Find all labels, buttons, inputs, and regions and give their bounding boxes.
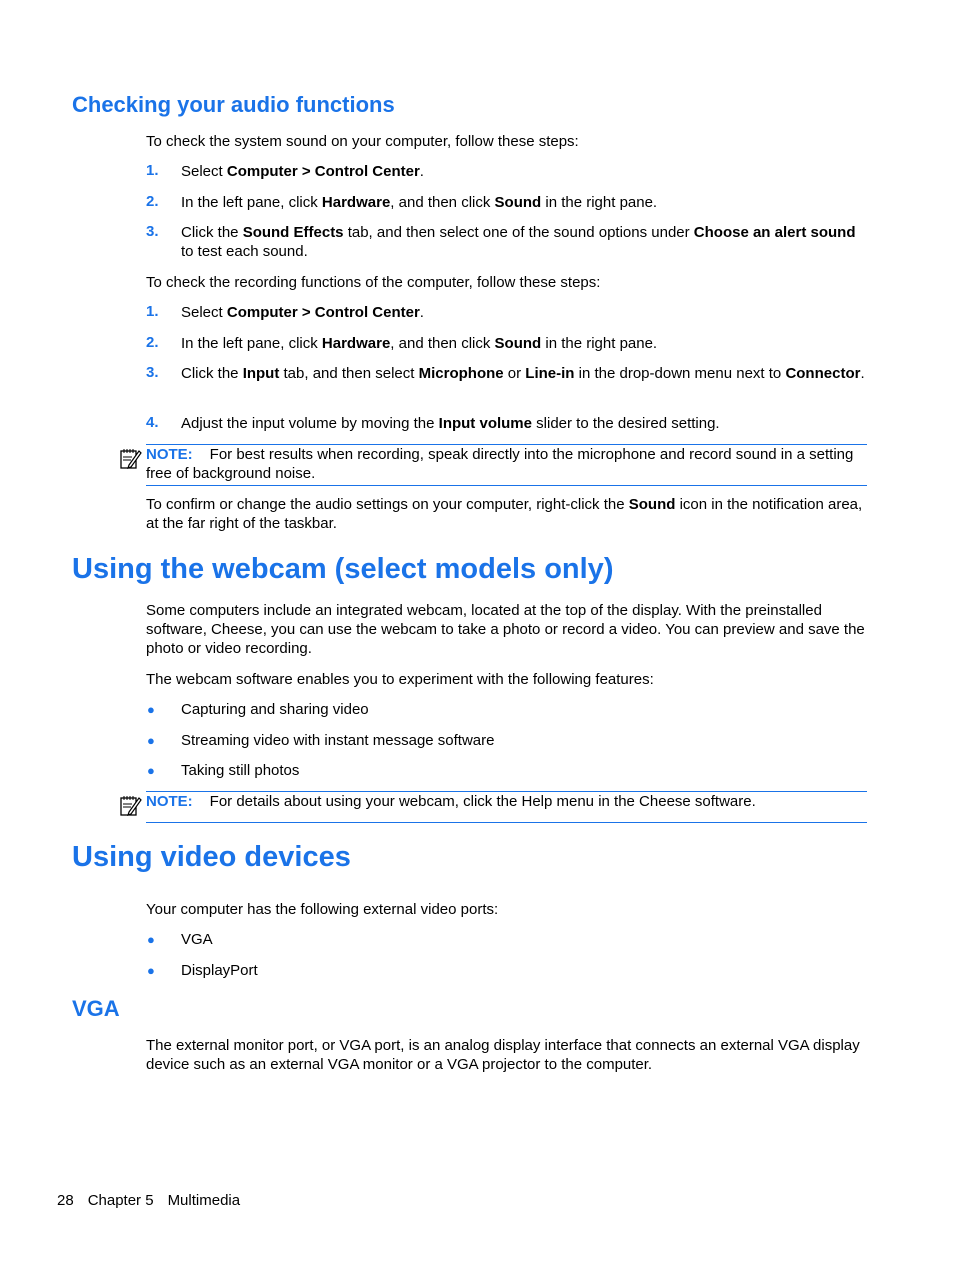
text-run: Select xyxy=(181,163,227,180)
text-run: or xyxy=(503,365,526,382)
bold-term: Choose an alert sound xyxy=(693,224,856,241)
vga-text: The external monitor port, or VGA port, is an analog display interface that connects an external VGA display device such as an external VGA monitor or a VGA projector to the computer. xyxy=(146,1037,860,1073)
text-run: in the drop-down menu next to xyxy=(574,365,786,382)
text-run: icon in the notification area, at the far right of the taskbar. xyxy=(146,496,863,532)
bold-term: Line-in xyxy=(525,365,575,382)
audio-step-text xyxy=(181,223,866,261)
bullet-icon: ● xyxy=(147,733,155,748)
note-bottom-rule xyxy=(146,822,867,823)
audio-step-text xyxy=(181,193,866,212)
recording-step-number: 2. xyxy=(146,334,159,351)
text-run: In the left pane, click xyxy=(181,335,322,352)
bold-term: Microphone xyxy=(418,365,504,382)
bold-term: Connector xyxy=(785,365,861,382)
note-bottom-rule xyxy=(146,485,867,486)
bullet-icon: ● xyxy=(147,763,155,778)
recording-step-text xyxy=(181,303,866,322)
page-footer xyxy=(57,1192,240,1209)
chapter-label: Chapter 5 xyxy=(87,1192,154,1209)
recording-intro: To check the recording functions of the computer, follow these steps: xyxy=(146,274,601,291)
note-webcam xyxy=(146,792,861,811)
port-item: DisplayPort xyxy=(181,962,258,979)
port-item: VGA xyxy=(181,931,213,948)
audio-step-number: 2. xyxy=(146,193,159,210)
note-text: For details about using your webcam, click the Help menu in the Cheese software. xyxy=(209,793,756,810)
recording-step-text xyxy=(181,364,866,383)
text-run: slider to the desired setting. xyxy=(532,415,720,432)
text-run: To confirm or change the audio settings on your computer, right-click the xyxy=(146,496,629,513)
text-run: , and then click xyxy=(390,194,495,211)
note-label: NOTE: xyxy=(146,793,193,810)
note-pencil-icon xyxy=(119,446,143,470)
heading-video-devices: Using video devices xyxy=(72,841,351,873)
note-pencil-icon xyxy=(119,793,143,817)
note-text: For best results when recording, speak directly into the microphone and record sound in a setting free of background noise. xyxy=(146,446,854,482)
audio-step-text xyxy=(181,162,866,181)
page-number: 28 xyxy=(57,1192,74,1209)
recording-step-text xyxy=(181,414,866,433)
recording-step-text xyxy=(181,334,866,353)
text-run: tab, and then select xyxy=(279,365,419,382)
webcam-intro: Some computers include an integrated webcam, located at the top of the display. With the preinstalled software, Cheese, you can use the webcam to take a photo or record a video. You can preview and save the photo or video recording. xyxy=(146,602,865,657)
note-recording xyxy=(146,445,861,483)
bold-term: Sound xyxy=(494,194,542,211)
text-run: , and then click xyxy=(390,335,495,352)
bold-term: Sound xyxy=(628,496,676,513)
bullet-icon: ● xyxy=(147,932,155,947)
webcam-features-intro: The webcam software enables you to experiment with the following features: xyxy=(146,671,654,688)
bullet-icon: ● xyxy=(147,963,155,978)
bullet-icon: ● xyxy=(147,702,155,717)
heading-webcam: Using the webcam (select models only) xyxy=(72,553,614,585)
bold-term: Computer > Control Center xyxy=(226,163,420,180)
heading-audio: Checking your audio functions xyxy=(72,92,395,117)
text-run: . xyxy=(419,304,424,321)
bold-term: Input volume xyxy=(438,415,532,432)
text-run: in the right pane. xyxy=(541,194,658,211)
bold-term: Hardware xyxy=(321,335,391,352)
text-run: Adjust the input volume by moving the xyxy=(181,415,439,432)
text-run: . xyxy=(860,365,865,382)
audio-intro: To check the system sound on your computer, follow these steps: xyxy=(146,133,579,150)
audio-step-number: 1. xyxy=(146,162,159,179)
audio-confirm xyxy=(146,495,866,533)
feature-item: Streaming video with instant message software xyxy=(181,732,495,749)
recording-step-number: 3. xyxy=(146,364,159,381)
video-intro: Your computer has the following external video ports: xyxy=(146,901,499,918)
note-label: NOTE: xyxy=(146,446,193,463)
text-run: In the left pane, click xyxy=(181,194,322,211)
bold-term: Hardware xyxy=(321,194,391,211)
feature-item: Taking still photos xyxy=(181,762,300,779)
bold-term: Sound Effects xyxy=(242,224,344,241)
bold-term: Input xyxy=(242,365,280,382)
bold-term: Sound xyxy=(494,335,542,352)
text-run: . xyxy=(419,163,424,180)
text-run: Select xyxy=(181,304,227,321)
bold-term: Computer > Control Center xyxy=(226,304,420,321)
text-run: Click the xyxy=(181,365,243,382)
recording-step-number: 4. xyxy=(146,414,159,431)
feature-item: Capturing and sharing video xyxy=(181,701,369,718)
recording-step-number: 1. xyxy=(146,303,159,320)
heading-vga: VGA xyxy=(72,996,120,1021)
audio-step-number: 3. xyxy=(146,223,159,240)
text-run: in the right pane. xyxy=(541,335,658,352)
text-run: tab, and then select one of the sound options under xyxy=(343,224,694,241)
chapter-title: Multimedia xyxy=(167,1192,241,1209)
text-run: to test each sound. xyxy=(181,243,308,260)
text-run: Click the xyxy=(181,224,243,241)
